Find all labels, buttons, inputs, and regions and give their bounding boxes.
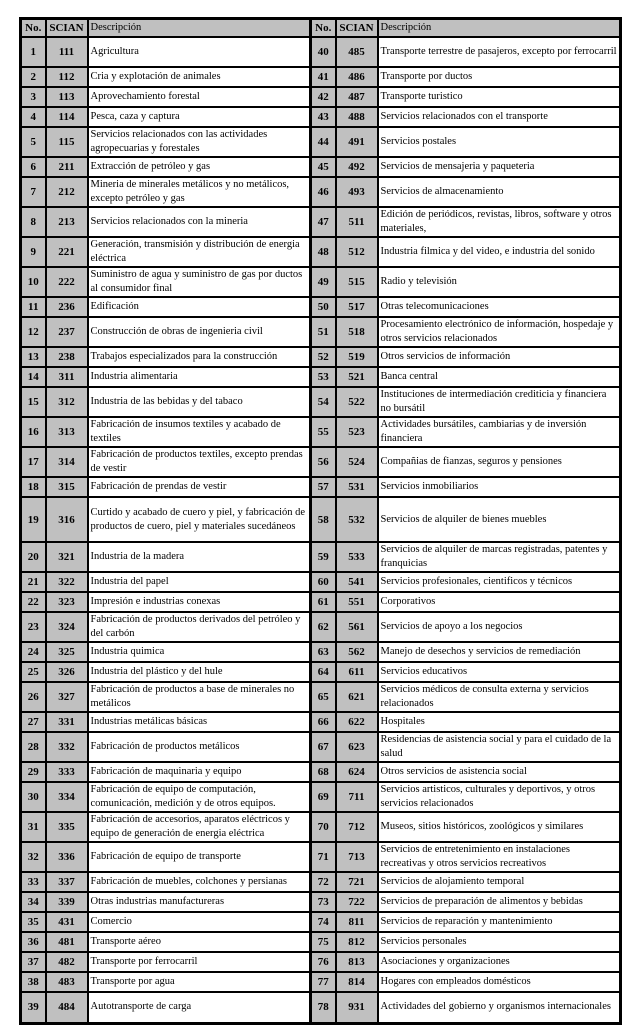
scian-code-right: 623 xyxy=(336,732,378,762)
description-left: Pesca, caza y captura xyxy=(88,107,311,127)
scian-code-left: 314 xyxy=(46,447,88,477)
row-number-left: 23 xyxy=(21,612,46,642)
header-scian-right: SCIAN xyxy=(336,19,378,38)
scian-code-left: 321 xyxy=(46,542,88,572)
table-row xyxy=(21,712,621,732)
scian-code-right: 813 xyxy=(336,952,378,972)
row-number-left: 36 xyxy=(21,932,46,952)
row-number-right: 57 xyxy=(311,477,336,497)
scian-code-left: 211 xyxy=(46,157,88,177)
row-number-left: 11 xyxy=(21,297,46,317)
scian-code-left: 335 xyxy=(46,812,88,842)
scian-code-right: 812 xyxy=(336,932,378,952)
description-right: Servicios de mensajeria y paqueteria xyxy=(378,157,621,177)
scian-code-right: 721 xyxy=(336,872,378,892)
description-left: Fabricación de accesorios, aparatos eléctricos y equipo de generación de energia eléctrica xyxy=(88,812,311,842)
row-number-right: 61 xyxy=(311,592,336,612)
row-number-left: 5 xyxy=(21,127,46,157)
scian-code-right: 712 xyxy=(336,812,378,842)
table-row xyxy=(21,732,621,762)
description-left: Fabricación de productos metálicos xyxy=(88,732,311,762)
row-number-left: 15 xyxy=(21,387,46,417)
table-row xyxy=(21,447,621,477)
row-number-left: 16 xyxy=(21,417,46,447)
scian-code-left: 331 xyxy=(46,712,88,732)
scian-code-right: 713 xyxy=(336,842,378,872)
row-number-left: 28 xyxy=(21,732,46,762)
scian-code-left: 327 xyxy=(46,682,88,712)
description-right: Servicios inmobiliarios xyxy=(378,477,621,497)
header-no-left: No. xyxy=(21,19,46,38)
table-row xyxy=(21,127,621,157)
scian-code-right: 931 xyxy=(336,992,378,1023)
description-right: Servicios relacionados con el transporte xyxy=(378,107,621,127)
row-number-right: 41 xyxy=(311,67,336,87)
description-left: Transporte por ferrocarril xyxy=(88,952,311,972)
description-right: Servicios de alojamiento temporal xyxy=(378,872,621,892)
table-row xyxy=(21,477,621,497)
description-right: Industria filmica y del video, e industria del sonido xyxy=(378,237,621,267)
scian-code-left: 114 xyxy=(46,107,88,127)
scian-code-left: 213 xyxy=(46,207,88,237)
row-number-right: 64 xyxy=(311,662,336,682)
scian-code-left: 482 xyxy=(46,952,88,972)
scian-code-left: 323 xyxy=(46,592,88,612)
description-left: Fabricación de productos a base de minerales no metálicos xyxy=(88,682,311,712)
scian-code-right: 622 xyxy=(336,712,378,732)
row-number-right: 55 xyxy=(311,417,336,447)
row-number-left: 24 xyxy=(21,642,46,662)
description-right: Servicios de alquiler de bienes muebles xyxy=(378,497,621,542)
row-number-right: 59 xyxy=(311,542,336,572)
description-left: Cria y explotación de animales xyxy=(88,67,311,87)
row-number-right: 48 xyxy=(311,237,336,267)
scian-code-right: 611 xyxy=(336,662,378,682)
scian-code-right: 521 xyxy=(336,367,378,387)
scian-code-left: 326 xyxy=(46,662,88,682)
row-number-left: 33 xyxy=(21,872,46,892)
table-row xyxy=(21,972,621,992)
scian-code-left: 221 xyxy=(46,237,88,267)
scian-code-left: 113 xyxy=(46,87,88,107)
header-row xyxy=(21,19,621,38)
table-row xyxy=(21,612,621,642)
description-right: Hogares con empleados domésticos xyxy=(378,972,621,992)
description-right: Servicios de apoyo a los negocios xyxy=(378,612,621,642)
row-number-right: 45 xyxy=(311,157,336,177)
row-number-right: 69 xyxy=(311,782,336,812)
row-number-right: 53 xyxy=(311,367,336,387)
row-number-left: 13 xyxy=(21,347,46,367)
description-right: Actividades del gobierno y organismos internacionales xyxy=(378,992,621,1023)
row-number-left: 20 xyxy=(21,542,46,572)
scian-code-left: 484 xyxy=(46,992,88,1023)
row-number-left: 34 xyxy=(21,892,46,912)
description-right: Actividades bursátiles, cambiarias y de inversión financiera xyxy=(378,417,621,447)
description-right: Residencias de asistencia social y para el cuidado de la salud xyxy=(378,732,621,762)
row-number-left: 27 xyxy=(21,712,46,732)
row-number-left: 3 xyxy=(21,87,46,107)
scian-code-right: 531 xyxy=(336,477,378,497)
description-left: Industrias metálicas básicas xyxy=(88,712,311,732)
scian-code-right: 485 xyxy=(336,37,378,67)
scian-code-left: 322 xyxy=(46,572,88,592)
table-row xyxy=(21,762,621,782)
row-number-left: 22 xyxy=(21,592,46,612)
table-row xyxy=(21,317,621,347)
description-left: Extracción de petróleo y gas xyxy=(88,157,311,177)
description-right: Transporte por ductos xyxy=(378,67,621,87)
table-row xyxy=(21,872,621,892)
row-number-right: 44 xyxy=(311,127,336,157)
description-left: Servicios relacionados con las actividades agropecuarias y forestales xyxy=(88,127,311,157)
row-number-left: 12 xyxy=(21,317,46,347)
scian-code-right: 493 xyxy=(336,177,378,207)
table-row xyxy=(21,542,621,572)
row-number-left: 2 xyxy=(21,67,46,87)
header-desc-right: Descripción xyxy=(378,19,621,38)
description-right: Servicios de alquiler de marcas registradas, patentes y franquicias xyxy=(378,542,621,572)
scian-code-right: 541 xyxy=(336,572,378,592)
description-right: Procesamiento electrónico de información, hospedaje y otros servicios relacionados xyxy=(378,317,621,347)
description-left: Comercio xyxy=(88,912,311,932)
row-number-left: 29 xyxy=(21,762,46,782)
description-right: Servicios educativos xyxy=(378,662,621,682)
scian-code-right: 522 xyxy=(336,387,378,417)
table-row xyxy=(21,497,621,542)
row-number-left: 31 xyxy=(21,812,46,842)
description-left: Fabricación de equipo de transporte xyxy=(88,842,311,872)
scian-code-right: 561 xyxy=(336,612,378,642)
row-number-right: 73 xyxy=(311,892,336,912)
table-row xyxy=(21,592,621,612)
description-right: Museos, sitios históricos, zoológicos y similares xyxy=(378,812,621,842)
row-number-left: 17 xyxy=(21,447,46,477)
table-row xyxy=(21,347,621,367)
scian-code-left: 339 xyxy=(46,892,88,912)
scian-code-left: 337 xyxy=(46,872,88,892)
table-row xyxy=(21,87,621,107)
table-row xyxy=(21,842,621,872)
scian-code-right: 562 xyxy=(336,642,378,662)
description-right: Servicios postales xyxy=(378,127,621,157)
row-number-right: 63 xyxy=(311,642,336,662)
description-left: Industria de la madera xyxy=(88,542,311,572)
row-number-right: 75 xyxy=(311,932,336,952)
scian-code-right: 511 xyxy=(336,207,378,237)
scian-code-left: 115 xyxy=(46,127,88,157)
table-row xyxy=(21,682,621,712)
description-right: Manejo de desechos y servicios de remediación xyxy=(378,642,621,662)
row-number-left: 38 xyxy=(21,972,46,992)
description-left: Fabricación de productos derivados del petróleo y del carbón xyxy=(88,612,311,642)
description-right: Edición de periódicos, revistas, libros, software y otros materiales, xyxy=(378,207,621,237)
description-right: Hospitales xyxy=(378,712,621,732)
row-number-left: 14 xyxy=(21,367,46,387)
row-number-left: 32 xyxy=(21,842,46,872)
description-right: Servicios de preparación de alimentos y bebidas xyxy=(378,892,621,912)
description-right: Banca central xyxy=(378,367,621,387)
scian-code-right: 518 xyxy=(336,317,378,347)
description-left: Fabricación de equipo de computación, comunicación, medición y de otros equipos. xyxy=(88,782,311,812)
row-number-right: 52 xyxy=(311,347,336,367)
row-number-right: 42 xyxy=(311,87,336,107)
header-desc-left: Descripción xyxy=(88,19,311,38)
description-left: Construcción de obras de ingenieria civil xyxy=(88,317,311,347)
scian-code-right: 487 xyxy=(336,87,378,107)
scian-code-left: 324 xyxy=(46,612,88,642)
row-number-left: 10 xyxy=(21,267,46,297)
description-left: Curtido y acabado de cuero y piel, y fabricación de productos de cuero, piel y materiales sucedáneos xyxy=(88,497,311,542)
scian-code-left: 481 xyxy=(46,932,88,952)
table-row xyxy=(21,782,621,812)
scian-code-right: 488 xyxy=(336,107,378,127)
scian-code-right: 814 xyxy=(336,972,378,992)
description-left: Autotransporte de carga xyxy=(88,992,311,1023)
scian-code-right: 517 xyxy=(336,297,378,317)
row-number-left: 18 xyxy=(21,477,46,497)
description-left: Industria de las bebidas y del tabaco xyxy=(88,387,311,417)
row-number-right: 50 xyxy=(311,297,336,317)
scian-code-left: 483 xyxy=(46,972,88,992)
row-number-left: 25 xyxy=(21,662,46,682)
scian-table xyxy=(19,17,622,1025)
row-number-left: 4 xyxy=(21,107,46,127)
scian-code-left: 112 xyxy=(46,67,88,87)
scian-code-left: 313 xyxy=(46,417,88,447)
row-number-right: 68 xyxy=(311,762,336,782)
description-left: Fabricación de prendas de vestir xyxy=(88,477,311,497)
row-number-right: 76 xyxy=(311,952,336,972)
table-row xyxy=(21,417,621,447)
scian-code-right: 486 xyxy=(336,67,378,87)
scian-code-right: 519 xyxy=(336,347,378,367)
row-number-right: 40 xyxy=(311,37,336,67)
description-right: Servicios profesionales, cientificos y técnicos xyxy=(378,572,621,592)
table-row xyxy=(21,662,621,682)
header-no-right: No. xyxy=(311,19,336,38)
scian-code-left: 237 xyxy=(46,317,88,347)
scian-code-left: 431 xyxy=(46,912,88,932)
table-row xyxy=(21,932,621,952)
table-row xyxy=(21,37,621,67)
row-number-right: 58 xyxy=(311,497,336,542)
row-number-left: 21 xyxy=(21,572,46,592)
table-row xyxy=(21,207,621,237)
row-number-right: 71 xyxy=(311,842,336,872)
description-right: Otros servicios de información xyxy=(378,347,621,367)
scian-code-right: 512 xyxy=(336,237,378,267)
description-right: Servicios de almacenamiento xyxy=(378,177,621,207)
table-row xyxy=(21,67,621,87)
description-right: Transporte terrestre de pasajeros, excepto por ferrocarril xyxy=(378,37,621,67)
description-right: Corporativos xyxy=(378,592,621,612)
row-number-left: 8 xyxy=(21,207,46,237)
description-left: Fabricación de muebles, colchones y persianas xyxy=(88,872,311,892)
description-right: Otras telecomunicaciones xyxy=(378,297,621,317)
description-left: Suministro de agua y suministro de gas por ductos al consumidor final xyxy=(88,267,311,297)
description-right: Instituciones de intermediación crediticia y financiera no bursátil xyxy=(378,387,621,417)
description-left: Fabricación de productos textiles, excepto prendas de vestir xyxy=(88,447,311,477)
row-number-left: 39 xyxy=(21,992,46,1023)
scian-code-left: 316 xyxy=(46,497,88,542)
table-row xyxy=(21,177,621,207)
description-left: Generación, transmisión y distribución de energia eléctrica xyxy=(88,237,311,267)
description-left: Agricultura xyxy=(88,37,311,67)
row-number-left: 1 xyxy=(21,37,46,67)
scian-code-left: 333 xyxy=(46,762,88,782)
row-number-right: 78 xyxy=(311,992,336,1023)
scian-code-left: 311 xyxy=(46,367,88,387)
table-row xyxy=(21,892,621,912)
scian-code-left: 111 xyxy=(46,37,88,67)
scian-code-left: 222 xyxy=(46,267,88,297)
table-row xyxy=(21,642,621,662)
scian-code-right: 523 xyxy=(336,417,378,447)
row-number-right: 67 xyxy=(311,732,336,762)
description-right: Transporte turistico xyxy=(378,87,621,107)
row-number-right: 43 xyxy=(311,107,336,127)
row-number-right: 47 xyxy=(311,207,336,237)
row-number-left: 35 xyxy=(21,912,46,932)
scian-code-right: 621 xyxy=(336,682,378,712)
row-number-right: 51 xyxy=(311,317,336,347)
scian-code-right: 524 xyxy=(336,447,378,477)
row-number-right: 74 xyxy=(311,912,336,932)
description-left: Industria alimentaria xyxy=(88,367,311,387)
description-left: Fabricación de maquinaria y equipo xyxy=(88,762,311,782)
description-left: Impresión e industrias conexas xyxy=(88,592,311,612)
scian-code-right: 624 xyxy=(336,762,378,782)
description-left: Industria del plástico y del hule xyxy=(88,662,311,682)
description-right: Servicios de entretenimiento en instalaciones recreativas y otros servicios recreativos xyxy=(378,842,621,872)
table-row xyxy=(21,572,621,592)
scian-code-right: 532 xyxy=(336,497,378,542)
row-number-right: 77 xyxy=(311,972,336,992)
scian-code-right: 811 xyxy=(336,912,378,932)
table-row xyxy=(21,237,621,267)
scian-code-left: 325 xyxy=(46,642,88,662)
row-number-right: 65 xyxy=(311,682,336,712)
row-number-left: 7 xyxy=(21,177,46,207)
scian-code-left: 332 xyxy=(46,732,88,762)
row-number-left: 26 xyxy=(21,682,46,712)
row-number-left: 19 xyxy=(21,497,46,542)
header-scian-left: SCIAN xyxy=(46,19,88,38)
row-number-left: 37 xyxy=(21,952,46,972)
description-left: Trabajos especializados para la construcción xyxy=(88,347,311,367)
scian-code-right: 515 xyxy=(336,267,378,297)
row-number-right: 62 xyxy=(311,612,336,642)
scian-code-left: 238 xyxy=(46,347,88,367)
description-left: Fabricación de insumos textiles y acabado de textiles xyxy=(88,417,311,447)
table-row xyxy=(21,952,621,972)
row-number-left: 9 xyxy=(21,237,46,267)
scian-code-right: 722 xyxy=(336,892,378,912)
description-left: Mineria de minerales metálicos y no metálicos, excepto petróleo y gas xyxy=(88,177,311,207)
row-number-right: 72 xyxy=(311,872,336,892)
description-right: Servicios de reparación y mantenimiento xyxy=(378,912,621,932)
description-left: Transporte aéreo xyxy=(88,932,311,952)
row-number-right: 56 xyxy=(311,447,336,477)
description-right: Servicios personales xyxy=(378,932,621,952)
scian-code-right: 533 xyxy=(336,542,378,572)
table-row xyxy=(21,367,621,387)
table-row xyxy=(21,992,621,1023)
description-left: Edificación xyxy=(88,297,311,317)
description-right: Asociaciones y organizaciones xyxy=(378,952,621,972)
description-left: Industria del papel xyxy=(88,572,311,592)
scian-code-left: 312 xyxy=(46,387,88,417)
scian-code-left: 236 xyxy=(46,297,88,317)
description-left: Transporte por agua xyxy=(88,972,311,992)
scian-code-left: 315 xyxy=(46,477,88,497)
scian-code-right: 491 xyxy=(336,127,378,157)
row-number-left: 30 xyxy=(21,782,46,812)
scian-code-right: 551 xyxy=(336,592,378,612)
scian-code-left: 212 xyxy=(46,177,88,207)
scian-code-right: 711 xyxy=(336,782,378,812)
description-right: Otros servicios de asistencia social xyxy=(378,762,621,782)
table-row xyxy=(21,267,621,297)
description-left: Aprovechamiento forestal xyxy=(88,87,311,107)
description-left: Industria quimica xyxy=(88,642,311,662)
row-number-right: 46 xyxy=(311,177,336,207)
scian-code-right: 492 xyxy=(336,157,378,177)
table-row xyxy=(21,157,621,177)
row-number-right: 54 xyxy=(311,387,336,417)
row-number-right: 70 xyxy=(311,812,336,842)
description-left: Servicios relacionados con la mineria xyxy=(88,207,311,237)
scian-code-left: 336 xyxy=(46,842,88,872)
row-number-right: 60 xyxy=(311,572,336,592)
description-right: Compañias de fianzas, seguros y pensiones xyxy=(378,447,621,477)
row-number-right: 66 xyxy=(311,712,336,732)
table-row xyxy=(21,297,621,317)
description-right: Radio y televisión xyxy=(378,267,621,297)
table-row xyxy=(21,387,621,417)
scian-code-left: 334 xyxy=(46,782,88,812)
table-row xyxy=(21,912,621,932)
table-row xyxy=(21,107,621,127)
description-left: Otras industrias manufactureras xyxy=(88,892,311,912)
description-right: Servicios médicos de consulta externa y servicios relacionados xyxy=(378,682,621,712)
table-row xyxy=(21,812,621,842)
row-number-right: 49 xyxy=(311,267,336,297)
description-right: Servicios artisticos, culturales y deportivos, y otros servicios relacionados xyxy=(378,782,621,812)
row-number-left: 6 xyxy=(21,157,46,177)
